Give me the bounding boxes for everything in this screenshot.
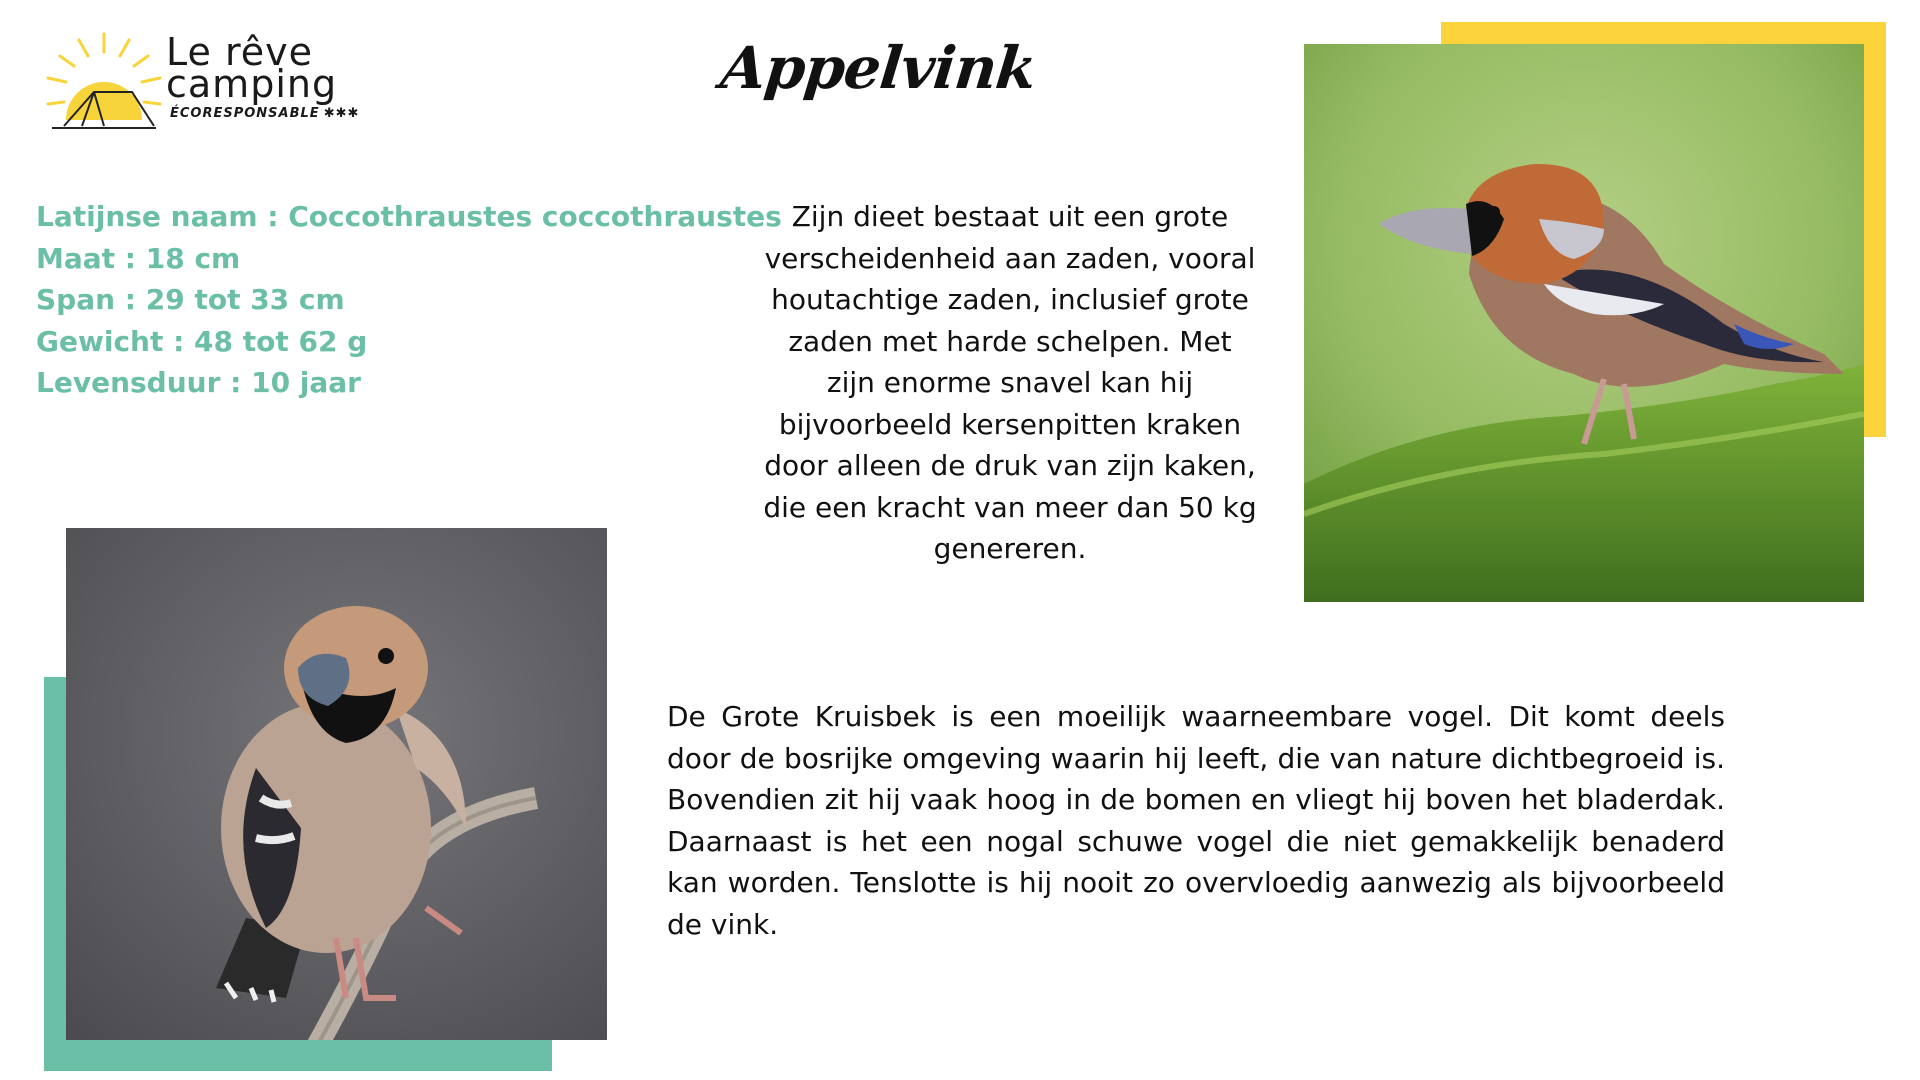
fact-size: Maat : 18 cm: [36, 241, 241, 275]
logo-stars: ✱✱✱: [323, 106, 360, 121]
sun-tent-icon: [44, 30, 164, 135]
species-facts: [36, 196, 782, 404]
hawfinch-on-branch-photo: [66, 528, 607, 1040]
diet-description: Zijn dieet bestaat uit een grote verscheidenheid aan zaden, vooral houtachtige zaden, inclusief grote zaden met harde schelpen. Met zijn enorme snavel kan hij bijvoorbeeld kersenpitten kraken door alleen de druk van zijn kaken, die een kracht van meer dan 50 kg genereren.: [763, 200, 1257, 565]
hawfinch-on-moss-photo: [1304, 44, 1864, 602]
page-title: Appelvink: [717, 34, 1039, 102]
logo-tagline-text: ÉCORESPONSABLE: [170, 106, 320, 121]
brand-logo: [44, 30, 364, 135]
fact-latin-name: Latijnse naam : Coccothraustes coccothraustes: [36, 200, 782, 233]
hawfinch-moss-illustration: [1304, 44, 1864, 602]
fact-wingspan: Span : 29 tot 33 cm: [36, 283, 345, 316]
hawfinch-branch-illustration: [66, 528, 607, 1040]
fact-weight: Gewicht : 48 tot 62 g: [36, 324, 368, 358]
observation-paragraph: De Grote Kruisbek is een moeilijk waarneembare vogel. Dit komt deels door de bosrijke omgeving waarin hij leeft, die van nature dichtbegroeid is. Bovendien zit hij vaak hoog in de bomen en vliegt hij boven het bladerdak. Daarnaast is het een nogal schuwe vogel die niet gemakkelijk benaderd kan worden. Tenslotte is hij nooit zo overvloedig aanwezig als bijvoorbeeld de vink.: [667, 700, 1725, 941]
logo-wordmark: [162, 30, 372, 135]
logo-line-2: camping: [166, 62, 338, 106]
fact-lifespan: Levensduur : 10 jaar: [36, 366, 361, 399]
logo-tagline: [170, 106, 359, 121]
logo-line-1: Le rêve: [166, 30, 313, 74]
